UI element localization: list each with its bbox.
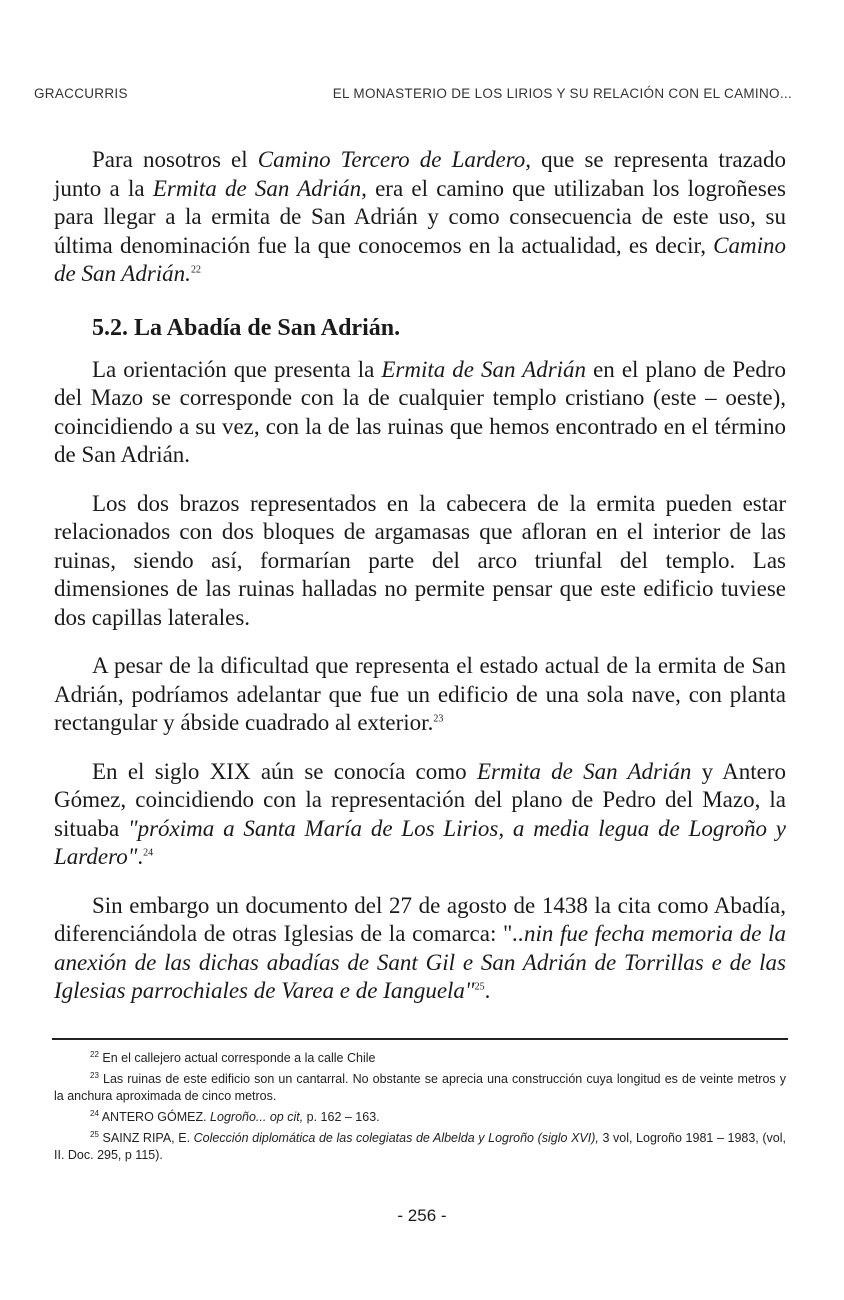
footnote-25: $^{25}$ SAINZ RIPA, E. Colección diplomática de las colegiatas de Albelda y Logroño (siglo XVI), 3 vol, Logroño 1981 – 1983, (vol, II. Doc. 295, p 115). — [54, 1129, 786, 1162]
paragraph-2: La orientación que presenta la Ermita de San Adrián en el plano de Pedro del Mazo se corresponde con la de cualquier templo cristiano (este – oeste), coincidiendo a su vez, con la de las ruinas que hemos encontrado en el término de San Adrián. — [54, 356, 786, 467]
footnote-ref: 24 — [143, 847, 154, 859]
footnote-ref: 25 — [474, 981, 485, 993]
header-journal: GRACCURRIS — [34, 86, 128, 101]
footnote-ref: 22 — [190, 264, 201, 276]
footnote-23: $^{23}$ Las ruinas de este edificio son un cantarral. No obstante se aprecia una construcción cuya longitud es de veinte metros y la anchura aproximada de cinco metros. — [54, 1070, 786, 1103]
paragraph-1: Para nosotros el Camino Tercero de Lardero, que se representa trazado junto a la Ermita de San Adrián, era el camino que utilizaban los logroñeses para llegar a la ermita de San Adrián y como consecuencia de este uso, su última denominación fue la que conocemos en la actualidad, es decir, Camino de San Adrián.$^{22}$ — [54, 147, 787, 286]
running-header — [34, 86, 792, 101]
paragraph-4: A pesar de la dificultad que representa el estado actual de la ermita de San Adrián, podríamos adelantar que fue un edificio de una sola nave, con planta rectangular y ábside cuadrado al exterior.$^{23}$ — [54, 653, 786, 735]
paragraph-3: Los dos brazos representados en la cabecera de la ermita pueden estar relacionados con dos bloques de argamasas que afloran en el interior de las ruinas, siendo así, formarían parte del arco triunfal del templo. Las dimensiones de las ruinas halladas no permite pensar que este edificio tuviese dos capillas laterales. — [54, 490, 786, 630]
paragraph-5: En el siglo XIX aún se conocía como Ermita de San Adrián y Antero Gómez, coincidiendo con la representación del plano de Pedro del Mazo, la situaba "próxima a Santa María de Los Lirios, a media legua de Logroño y Lardero".$^{24}$ — [54, 758, 786, 869]
header-article-title: EL MONASTERIO DE LOS LIRIOS Y SU RELACIÓN CON EL CAMINO... — [332, 86, 792, 101]
page-number: - 256 - — [397, 1206, 447, 1225]
footnote-22: $^{22}$ En el callejero actual corresponde a la calle Chile — [90, 1049, 376, 1065]
footnote-divider — [52, 1038, 788, 1040]
section-heading: 5.2. La Abadía de San Adrián. — [92, 314, 401, 341]
paragraph-6: Sin embargo un documento del 27 de agosto de 1438 la cita como Abadía, diferenciándola de otras Iglesias de la comarca: "..nin fue fecha memoria de la anexión de las dichas abadías de Sant Gil e San Adrián de Torrillas e de las Iglesias parrochiales de Varea e de Ianguela"$^{25}$. — [54, 892, 786, 1003]
body-text — [54, 146, 786, 1026]
footnote-ref: 23 — [433, 713, 444, 725]
footnotes — [54, 1050, 786, 1168]
footnote-24: $^{24}$ ANTERO GÓMEZ. Logroño... op cit, p. 162 – 163. — [90, 1108, 380, 1124]
